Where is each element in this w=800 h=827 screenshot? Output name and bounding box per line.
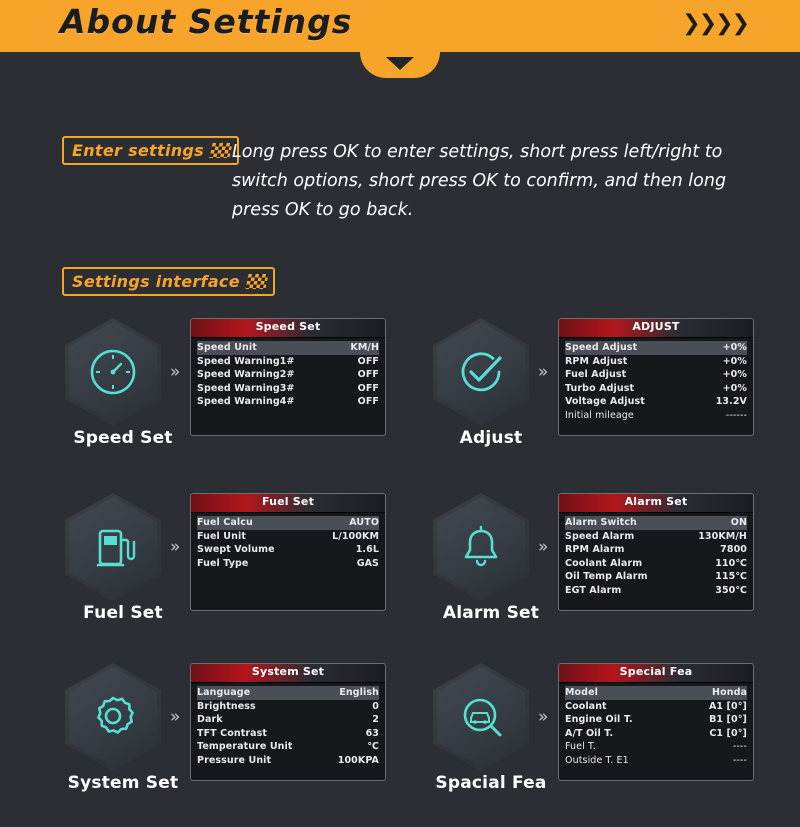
lcd-panel-system-set [190, 663, 386, 781]
lcd-row-key: Model [565, 687, 598, 698]
lcd-row-key: Coolant Alarm [565, 557, 643, 569]
lcd-row-key: Fuel Calcu [197, 517, 253, 528]
gauge-icon [65, 318, 161, 426]
lcd-row[interactable] [565, 543, 747, 557]
lcd-row-value: 7800 [720, 544, 747, 555]
lcd-panel-fuel-set [190, 493, 386, 611]
lcd-row[interactable] [197, 341, 379, 355]
settings-interface-tag [62, 267, 275, 296]
lcd-title: Alarm Set [624, 495, 688, 508]
lcd-row[interactable] [565, 686, 747, 700]
hex-badge [433, 663, 529, 771]
settings-item-label: Alarm Set [442, 603, 540, 623]
lcd-row-key: Speed Adjust [565, 342, 638, 353]
settings-item-adjust[interactable] [378, 310, 768, 482]
hex-badge [65, 318, 161, 426]
lcd-row-key: RPM Adjust [565, 355, 628, 367]
chevron-right-icon: ❯❯❯❯ [682, 11, 748, 36]
settings-item-label: Spacial Fea [435, 773, 547, 793]
lcd-row-value: A1 [0°] [708, 700, 747, 712]
lcd-row-key: RPM Alarm [565, 544, 625, 555]
lcd-row-value: OFF [357, 382, 379, 394]
lcd-row-key: Fuel Unit [197, 530, 246, 542]
settings-item-label: Adjust [459, 428, 523, 448]
lcd-row-value: AUTO [349, 517, 379, 528]
lcd-row-value: ℃ [367, 741, 379, 752]
lcd-row-value: GAS [356, 557, 379, 569]
car-search-icon [433, 663, 529, 771]
lcd-row-key: Swept Volume [197, 544, 275, 555]
lcd-row[interactable] [197, 713, 379, 727]
lcd-row-value: ON [730, 517, 747, 528]
lcd-row-key: Initial mileage [565, 409, 634, 421]
lcd-row[interactable] [565, 530, 747, 544]
lcd-row-key: Language [197, 687, 251, 698]
lcd-row[interactable] [197, 516, 379, 530]
lcd-row-key: Speed Unit [197, 342, 257, 353]
lcd-row[interactable] [197, 395, 379, 409]
lcd-row[interactable] [565, 570, 747, 584]
settings-item-speed-set[interactable] [10, 310, 400, 482]
lcd-row-value: ------ [725, 409, 747, 421]
settings-interface-label: Settings interface [72, 272, 240, 291]
lcd-row-value: English [339, 687, 379, 698]
lcd-row-key: Turbo Adjust [565, 382, 635, 394]
lcd-row-value: +0% [722, 369, 747, 380]
lcd-panel-adjust [558, 318, 754, 436]
lcd-row-key: Temperature Unit [197, 741, 293, 752]
lcd-row-key: Speed Warning3# [197, 382, 295, 394]
lcd-row-key: Speed Warning4# [197, 396, 295, 407]
lcd-row[interactable] [197, 530, 379, 544]
lcd-row-value: 350℃ [715, 584, 747, 596]
lcd-row-value: +0% [722, 382, 747, 394]
lcd-row-key: Outside T. E1 [565, 754, 629, 766]
settings-item-fuel-set[interactable] [10, 485, 400, 657]
lcd-row-value: KM/H [350, 342, 379, 353]
lcd-row-key: Fuel T. [565, 741, 596, 752]
lcd-row[interactable] [565, 740, 747, 754]
lcd-row[interactable] [197, 686, 379, 700]
lcd-row[interactable] [565, 584, 747, 598]
lcd-row-value: OFF [357, 355, 379, 367]
lcd-row[interactable] [565, 754, 747, 768]
fuel-pump-icon [65, 493, 161, 601]
lcd-row-value: ---- [732, 741, 747, 752]
settings-item-label: Speed Set [73, 428, 173, 448]
lcd-row-value: 1.6L [355, 544, 379, 555]
lcd-row-key: Speed Warning1# [197, 355, 295, 367]
arrow-right-icon: » [170, 362, 181, 382]
lcd-title: System Set [251, 665, 325, 678]
lcd-row[interactable] [565, 382, 747, 396]
lcd-rows [559, 683, 753, 767]
lcd-title: Special Fea [619, 665, 693, 678]
enter-settings-tag [62, 136, 239, 165]
hex-badge [65, 663, 161, 771]
checker-flag-icon [245, 274, 268, 289]
lcd-row-value: B1 [0°] [709, 714, 747, 725]
lcd-title: Speed Set [255, 320, 321, 333]
lcd-row-value: ---- [732, 754, 747, 766]
page-header [0, 0, 800, 52]
lcd-row[interactable] [565, 557, 747, 571]
chevron-down-icon [386, 57, 414, 70]
settings-item-label: System Set [67, 773, 179, 793]
lcd-row-key: Engine Oil T. [565, 714, 633, 725]
lcd-row-key: Speed Warning2# [197, 369, 295, 380]
lcd-row-key: Fuel Adjust [565, 369, 627, 380]
lcd-row-value: 130KM/H [698, 530, 747, 542]
lcd-row-value: 13.2V [715, 396, 747, 407]
settings-item-system-set[interactable] [10, 655, 400, 827]
lcd-row-key: Alarm Switch [565, 517, 637, 528]
lcd-row-value: L/100KM [332, 530, 379, 542]
settings-item-special-fea[interactable] [378, 655, 768, 827]
lcd-row-value: +0% [722, 355, 747, 367]
lcd-row-key: Voltage Adjust [565, 396, 645, 407]
lcd-row-value: 115℃ [715, 571, 747, 582]
lcd-row[interactable] [565, 409, 747, 423]
enter-settings-body: Long press OK to enter settings, short press left/right to switch options, short press OK to confirm, and then long press OK to go back. [232, 142, 727, 220]
lcd-row[interactable] [197, 740, 379, 754]
page-title: About Settings [60, 2, 353, 41]
arrow-right-icon: » [538, 362, 549, 382]
lcd-row-value: OFF [357, 369, 379, 380]
lcd-title-bar [559, 494, 753, 513]
arrow-right-icon: » [170, 707, 181, 727]
lcd-title-bar [191, 494, 385, 513]
lcd-row[interactable] [565, 355, 747, 369]
lcd-title-bar [559, 319, 753, 338]
lcd-row-key: Pressure Unit [197, 754, 272, 766]
lcd-rows [191, 683, 385, 767]
lcd-panel-special-fea [558, 663, 754, 781]
lcd-row-key: EGT Alarm [565, 584, 622, 596]
lcd-panel-speed-set [190, 318, 386, 436]
lcd-row-value: 100KPA [337, 754, 379, 766]
lcd-panel-alarm-set [558, 493, 754, 611]
lcd-row-value: C1 [0°] [709, 727, 747, 739]
lcd-row[interactable] [197, 543, 379, 557]
lcd-row[interactable] [197, 700, 379, 714]
lcd-row-key: Coolant [565, 700, 607, 712]
lcd-row[interactable] [565, 395, 747, 409]
lcd-title: Fuel Set [261, 495, 315, 508]
lcd-row[interactable] [197, 355, 379, 369]
arrow-right-icon: » [538, 707, 549, 727]
hex-badge [433, 493, 529, 601]
enter-settings-label: Enter settings [72, 141, 205, 160]
lcd-row[interactable] [197, 368, 379, 382]
lcd-row-value: 2 [372, 714, 379, 725]
lcd-row[interactable] [565, 368, 747, 382]
lcd-row-value: 63 [365, 727, 379, 739]
lcd-row-value: OFF [357, 396, 379, 407]
lcd-row-value: 110℃ [715, 557, 747, 569]
lcd-row-key: Oil Temp Alarm [565, 571, 648, 582]
hex-badge [433, 318, 529, 426]
lcd-row[interactable] [565, 727, 747, 741]
lcd-row-key: TFT Contrast [197, 727, 268, 739]
lcd-row[interactable] [565, 341, 747, 355]
gear-icon [65, 663, 161, 771]
settings-item-alarm-set[interactable] [378, 485, 768, 657]
lcd-row[interactable] [197, 754, 379, 768]
lcd-row-value: Honda [712, 687, 747, 698]
arrow-right-icon: » [538, 537, 549, 557]
arrow-right-icon: » [170, 537, 181, 557]
lcd-title-bar [191, 664, 385, 683]
lcd-row[interactable] [565, 713, 747, 727]
settings-item-label: Fuel Set [83, 603, 163, 623]
lcd-row[interactable] [197, 382, 379, 396]
lcd-row-key: Brightness [197, 700, 256, 712]
lcd-row[interactable] [197, 727, 379, 741]
check-circle-icon [433, 318, 529, 426]
lcd-row-key: A/T Oil T. [565, 727, 614, 739]
lcd-row-key: Fuel Type [197, 557, 249, 569]
lcd-rows [559, 338, 753, 422]
lcd-rows [191, 513, 385, 570]
lcd-rows [191, 338, 385, 409]
lcd-row[interactable] [197, 557, 379, 571]
lcd-row-key: Speed Alarm [565, 530, 635, 542]
lcd-title-bar [559, 664, 753, 683]
hex-badge [65, 493, 161, 601]
lcd-title-bar [191, 319, 385, 338]
lcd-title: ADJUST [632, 320, 680, 333]
lcd-row-value: 0 [372, 700, 379, 712]
lcd-rows [559, 513, 753, 597]
lcd-row[interactable] [565, 700, 747, 714]
lcd-row-key: Dark [197, 714, 223, 725]
lcd-row[interactable] [565, 516, 747, 530]
bell-icon [433, 493, 529, 601]
checker-flag-icon [209, 143, 232, 158]
lcd-row-value: +0% [722, 342, 747, 353]
